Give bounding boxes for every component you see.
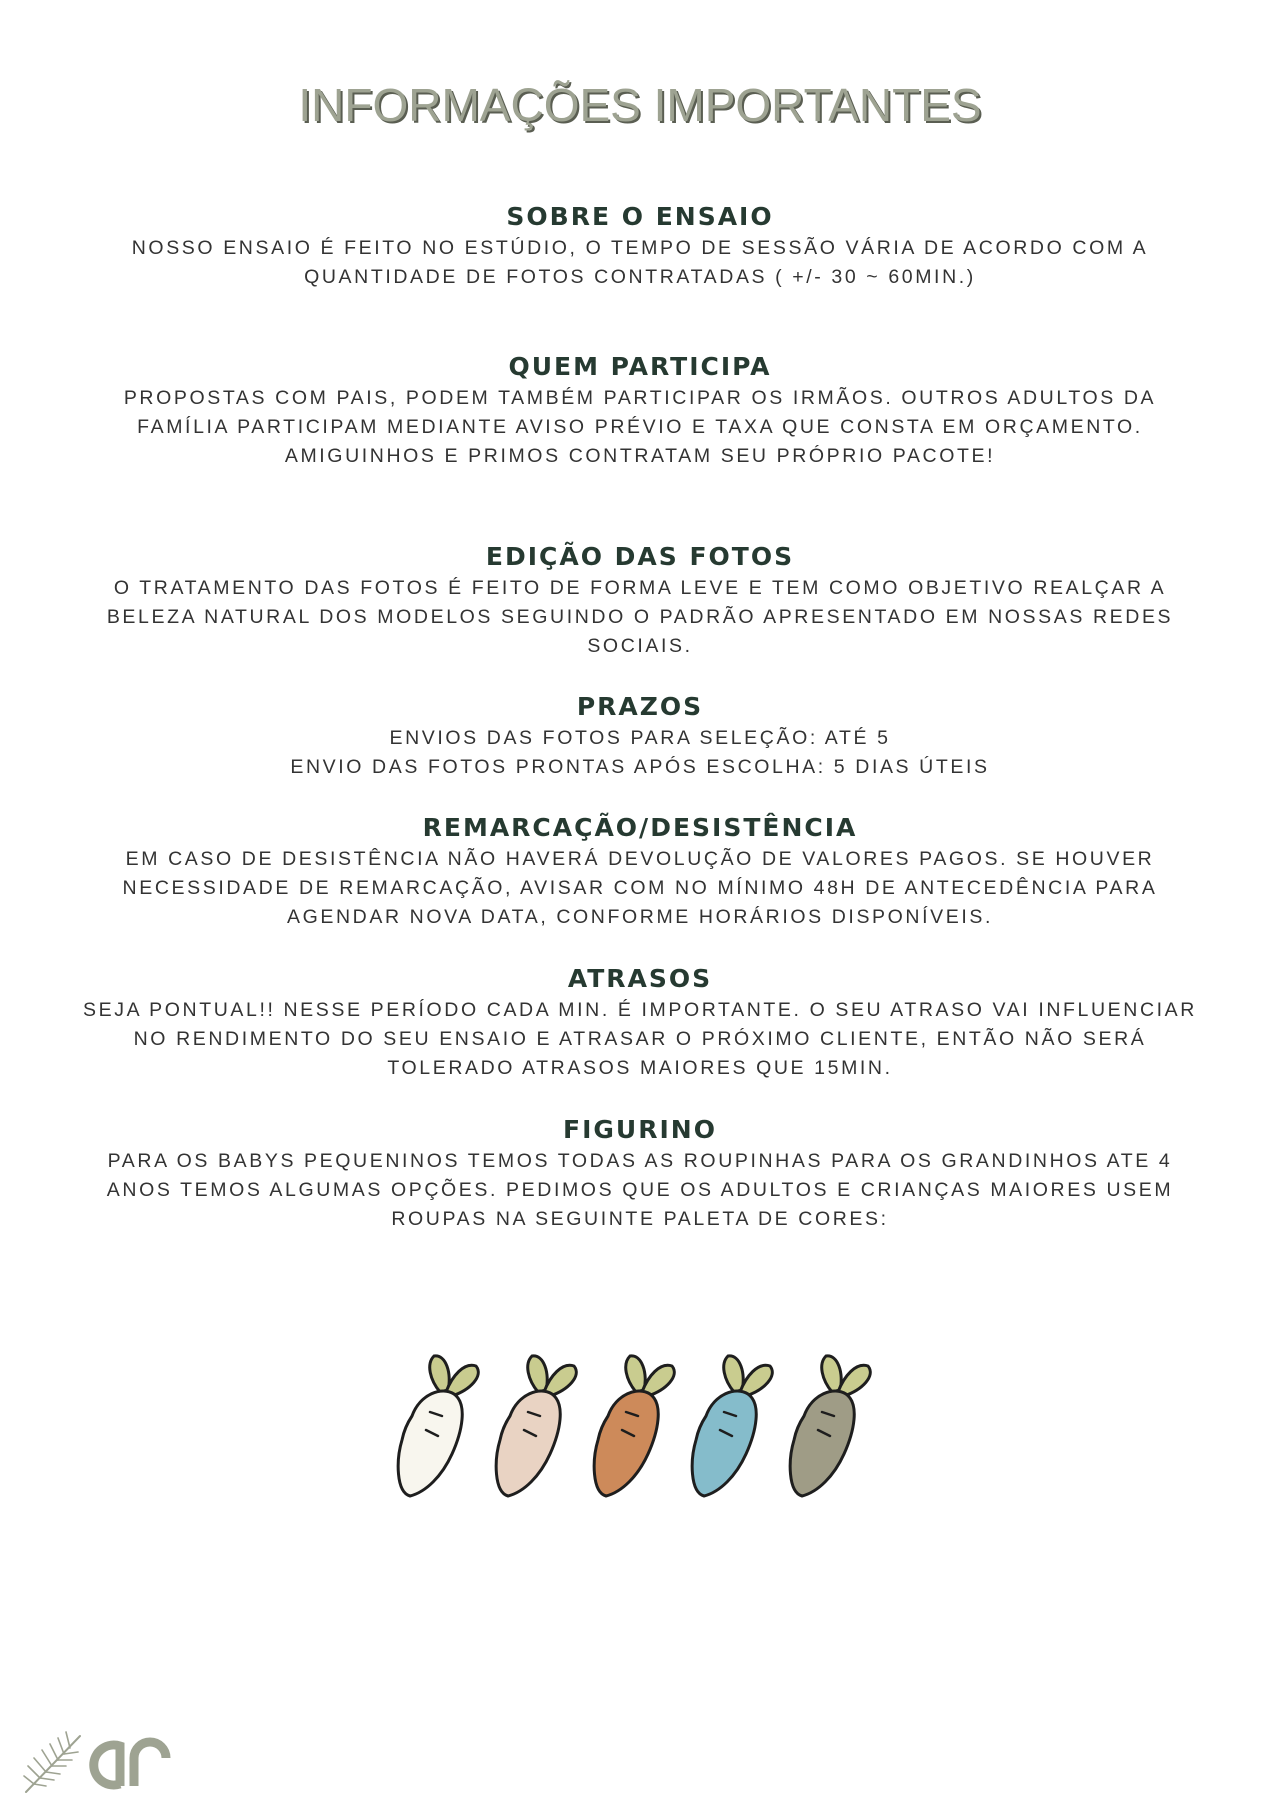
- body-line: PARA OS BABYS PEQUENINOS TEMOS TODAS AS ROUPINHAS PARA OS GRANDINHOS ATE 4: [107, 1150, 1173, 1172]
- section-heading: PRAZOS: [576, 692, 704, 721]
- logo: [22, 1706, 182, 1796]
- section-body: [60, 234, 1220, 292]
- section-prazos: [60, 690, 1220, 782]
- body-line: AGENDAR NOVA DATA, CONFORME HORÁRIOS DISPONÍVEIS.: [287, 906, 993, 928]
- body-line: TOLERADO ATRASOS MAIORES QUE 15MIN.: [387, 1057, 893, 1079]
- section-remarcacao-desistencia: [60, 811, 1220, 932]
- section-heading: REMARCAÇÃO/DESISTÊNCIA: [422, 813, 858, 842]
- color-palette: [390, 1350, 910, 1510]
- section-heading: QUEM PARTICIPA: [508, 352, 772, 381]
- body-line: BELEZA NATURAL DOS MODELOS SEGUINDO O PADRÃO APRESENTADO EM NOSSAS REDES: [106, 606, 1174, 628]
- section-body: [60, 845, 1220, 932]
- section-heading: SOBRE O ENSAIO: [506, 202, 774, 231]
- section-quem-participa: [60, 350, 1220, 471]
- body-line: ANOS TEMOS ALGUMAS OPÇÕES. PEDIMOS QUE OS ADULTOS E CRIANÇAS MAIORES USEM: [106, 1179, 1174, 1201]
- body-line: NO RENDIMENTO DO SEU ENSAIO E ATRASAR O PRÓXIMO CLIENTE, ENTÃO NÃO SERÁ: [133, 1028, 1147, 1050]
- section-sobre-o-ensaio: [60, 200, 1220, 292]
- carrot-icon: [594, 1356, 674, 1496]
- body-line: AMIGUINHOS E PRIMOS CONTRATAM SEU PRÓPRIO PACOTE!: [284, 445, 996, 467]
- carrot-icon: [398, 1356, 478, 1496]
- section-atrasos: [60, 962, 1220, 1083]
- body-line: SOCIAIS.: [587, 635, 693, 657]
- body-line: NOSSO ENSAIO É FEITO NO ESTÚDIO, O TEMPO DE SESSÃO VÁRIA DE ACORDO COM A: [131, 237, 1149, 259]
- body-line: ROUPAS NA SEGUINTE PALETA DE CORES:: [391, 1208, 889, 1230]
- section-body: [60, 996, 1220, 1083]
- section-heading: FIGURINO: [563, 1115, 717, 1144]
- section-body: [60, 724, 1220, 782]
- body-line: EM CASO DE DESISTÊNCIA NÃO HAVERÁ DEVOLUÇÃO DE VALORES PAGOS. SE HOUVER: [125, 848, 1155, 870]
- body-line: QUANTIDADE DE FOTOS CONTRATADAS ( +/- 30 ~ 60MIN.): [304, 266, 976, 288]
- section-body: [60, 574, 1220, 661]
- monogram-icon: [94, 1742, 166, 1786]
- carrot-icon: [496, 1356, 576, 1496]
- body-line: O TRATAMENTO DAS FOTOS É FEITO DE FORMA LEVE E TEM COMO OBJETIVO REALÇAR A: [113, 577, 1167, 599]
- section-body: [60, 1147, 1220, 1234]
- section-heading: ATRASOS: [567, 964, 713, 993]
- body-line: ENVIO DAS FOTOS PRONTAS APÓS ESCOLHA: 5 DIAS ÚTEIS: [290, 756, 990, 778]
- section-body: [60, 384, 1220, 471]
- carrot-icon: [692, 1356, 772, 1496]
- section-edicao-das-fotos: [60, 540, 1220, 661]
- section-figurino: [60, 1113, 1220, 1234]
- body-line: FAMÍLIA PARTICIPAM MEDIANTE AVISO PRÉVIO E TAXA QUE CONSTA EM ORÇAMENTO.: [137, 416, 1143, 438]
- page-title: INFORMAÇÕES IMPORTANTES: [298, 79, 982, 131]
- body-line: SEJA PONTUAL!! NESSE PERÍODO CADA MIN. É IMPORTANTE. O SEU ATRASO VAI INFLUENCIAR: [83, 999, 1197, 1021]
- body-line: NECESSIDADE DE REMARCAÇÃO, AVISAR COM NO MÍNIMO 48H DE ANTECEDÊNCIA PARA: [122, 877, 1158, 899]
- body-line: ENVIOS DAS FOTOS PARA SELEÇÃO: ATÉ 5: [389, 727, 891, 749]
- carrot-icon: [790, 1356, 870, 1496]
- herb-sprig-icon: [24, 1732, 80, 1792]
- section-heading: EDIÇÃO DAS FOTOS: [485, 542, 795, 571]
- body-line: PROPOSTAS COM PAIS, PODEM TAMBÉM PARTICIPAR OS IRMÃOS. OUTROS ADULTOS DA: [123, 387, 1157, 409]
